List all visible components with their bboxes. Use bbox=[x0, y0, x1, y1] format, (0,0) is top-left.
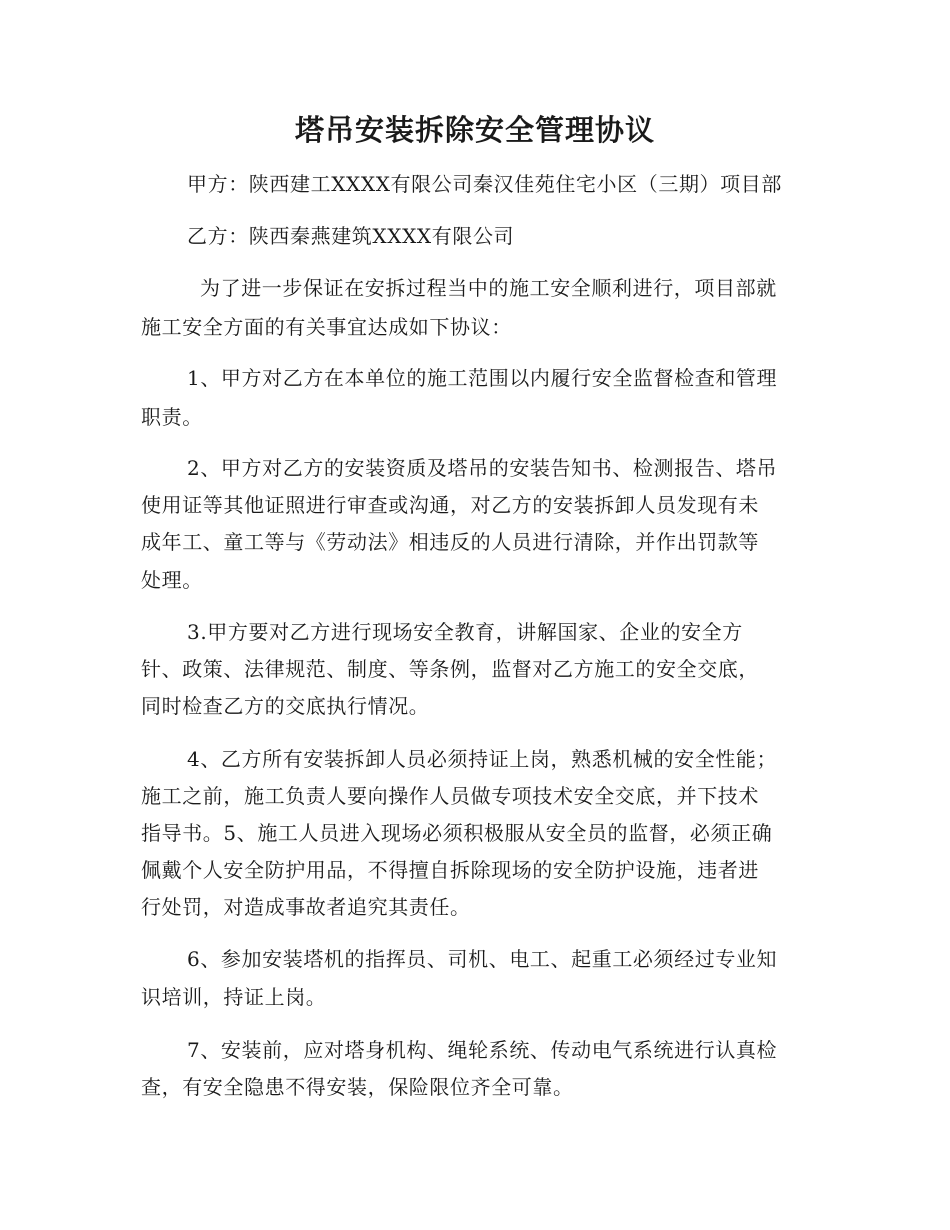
clause-5-line: 行处罚，对造成事故者追究其责任。 bbox=[141, 895, 471, 919]
clause-2-line: 2、甲方对乙方的安装资质及塔吊的安装告知书、检测报告、塔吊 bbox=[187, 456, 778, 480]
document-title: 塔吊安装拆除安全管理协议 bbox=[294, 113, 655, 147]
clause-2-line: 处理。 bbox=[141, 568, 203, 592]
clause-7-line: 7、安装前，应对塔身机构、绳轮系统、传动电气系统进行认真检 bbox=[187, 1038, 778, 1062]
clause-1-line: 职责。 bbox=[141, 405, 203, 429]
clause-6-line: 6、参加安装塔机的指挥员、司机、电工、起重工必须经过专业知 bbox=[187, 947, 778, 971]
clause-4-line: 施工之前，施工负责人要向操作人员做专项技术安全交底，并下技术 bbox=[141, 784, 759, 808]
clause-5-line: 佩戴个人安全防护用品，不得擅自拆除现场的安全防护设施，违者进 bbox=[141, 858, 759, 882]
clause-2-line: 使用证等其他证照进行审查或沟通，对乙方的安装拆卸人员发现有未 bbox=[141, 493, 759, 517]
clause-2-line: 成年工、童工等与《劳动法》相违反的人员进行清除，并作出罚款等 bbox=[141, 530, 759, 554]
clause-3-line: 3.甲方要对乙方进行现场安全教育，讲解国家、企业的安全方 bbox=[187, 620, 743, 644]
clause-5-line: 指导书。5、施工人员进入现场必须积极服从安全员的监督，必须正确 bbox=[141, 821, 773, 845]
party-a-line: 甲方：陕西建工XXXX有限公司秦汉佳苑住宅小区（三期）项目部 bbox=[187, 172, 782, 196]
clause-6-line: 识培训，持证上岗。 bbox=[141, 985, 327, 1009]
clause-7-line: 查，有安全隐患不得安装，保险限位齐全可靠。 bbox=[141, 1075, 574, 1099]
clause-3-line: 同时检查乙方的交底执行情况。 bbox=[141, 694, 430, 718]
intro-line: 为了进一步保证在安拆过程当中的施工安全顺利进行，项目部就 bbox=[200, 276, 777, 300]
clause-3-line: 针、政策、法律规范、制度、等条例，监督对乙方施工的安全交底， bbox=[141, 657, 759, 681]
clause-1-line: 1、甲方对乙方在本单位的施工范围以内履行安全监督检查和管理 bbox=[187, 366, 778, 390]
intro-line: 施工安全方面的有关事宜达成如下协议： bbox=[141, 315, 512, 339]
party-b-line: 乙方：陕西秦燕建筑XXXX有限公司 bbox=[187, 224, 515, 248]
clause-4-line: 4、乙方所有安装拆卸人员必须持证上岗，熟悉机械的安全性能； bbox=[187, 747, 778, 771]
